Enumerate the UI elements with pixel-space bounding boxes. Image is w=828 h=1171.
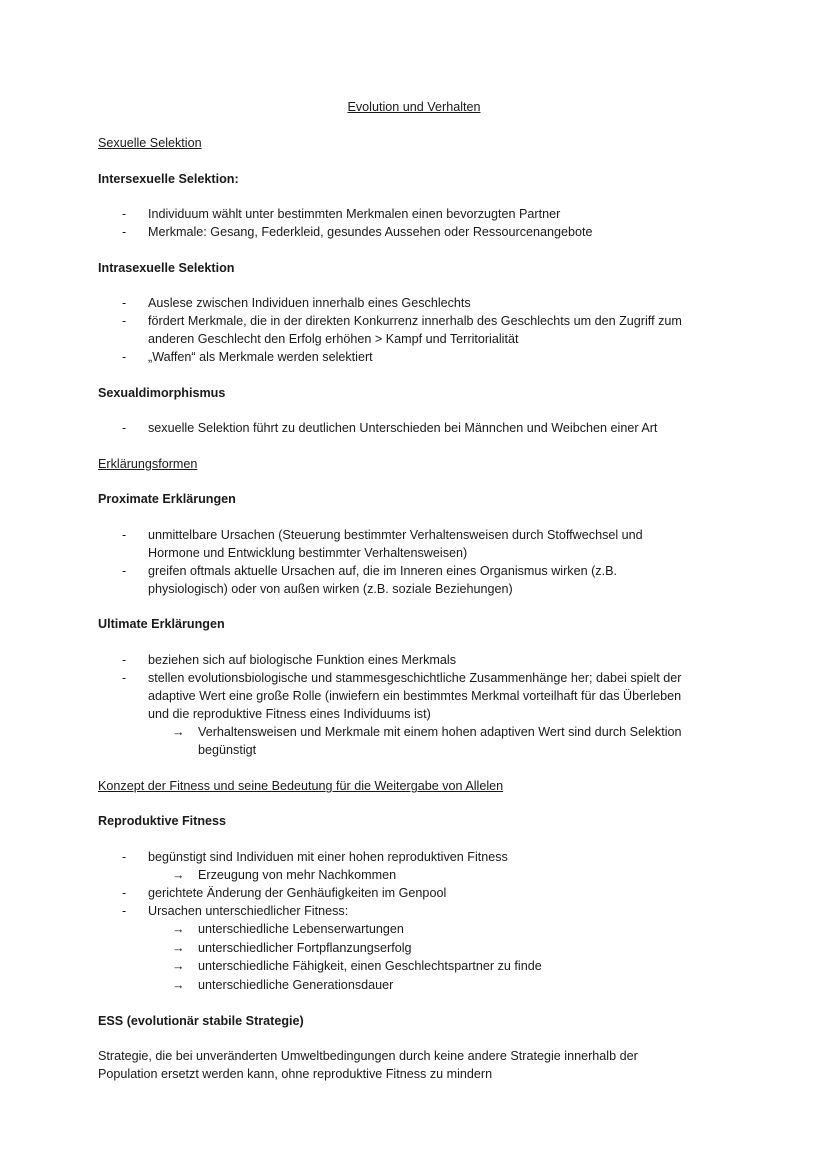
- subheading: Intrasexuelle Selektion: [98, 261, 235, 275]
- bullet-dash: -: [122, 528, 127, 542]
- section-heading: Sexuelle Selektion: [98, 136, 202, 150]
- list-item: beziehen sich auf biologische Funktion eines Merkmals: [148, 653, 457, 667]
- subheading: ESS (evolutionär stabile Strategie): [98, 1014, 304, 1028]
- arrow-icon: →: [172, 978, 185, 992]
- list-item: „Waffen“ als Merkmale werden selektiert: [148, 350, 373, 364]
- list-item-continuation: anderen Geschlecht den Erfolg erhöhen > Kampf und Territorialität: [148, 332, 519, 346]
- list-item: unmittelbare Ursachen (Steuerung bestimmter Verhaltensweisen durch Stoffwechsel und: [148, 528, 643, 542]
- list-item: Ursachen unterschiedlicher Fitness:: [148, 904, 349, 918]
- list-item: stellen evolutionsbiologische und stammesgeschichtliche Zusammenhänge her; dabei spielt der: [148, 671, 682, 685]
- bullet-dash: -: [122, 671, 127, 685]
- bullet-dash: -: [122, 350, 127, 364]
- list-item-continuation: adaptive Wert eine große Rolle (inwiefern ein bestimmtes Merkmal vorteilhaft für das Überleben: [148, 689, 682, 703]
- sub-list-item: unterschiedlicher Fortpflanzungserfolg: [198, 941, 412, 955]
- sub-list-item: Verhaltensweisen und Merkmale mit einem hohen adaptiven Wert sind durch Selektion: [198, 725, 682, 739]
- sub-list-item: unterschiedliche Generationsdauer: [198, 978, 394, 992]
- arrow-icon: →: [172, 725, 185, 739]
- list-item: Merkmale: Gesang, Federkleid, gesundes Aussehen oder Ressourcenangebote: [148, 225, 593, 239]
- arrow-icon: →: [172, 922, 185, 936]
- subheading: Intersexuelle Selektion:: [98, 172, 239, 186]
- paragraph-line: Strategie, die bei unveränderten Umweltbedingungen durch keine andere Strategie innerhalb der: [98, 1049, 638, 1063]
- section-heading: Erklärungsformen: [98, 457, 198, 471]
- list-item-continuation: und die reproduktive Fitness eines Individuums ist): [148, 707, 431, 721]
- list-item-continuation: Hormone und Entwicklung bestimmter Verhaltensweisen): [148, 546, 468, 560]
- subheading: Ultimate Erklärungen: [98, 617, 225, 631]
- page-title: Evolution und Verhalten: [347, 100, 481, 114]
- bullet-dash: -: [122, 564, 127, 578]
- sub-list-item: unterschiedliche Lebenserwartungen: [198, 922, 404, 936]
- bullet-dash: -: [122, 207, 127, 221]
- bullet-dash: -: [122, 296, 127, 310]
- sub-list-item: Erzeugung von mehr Nachkommen: [198, 868, 397, 882]
- list-item-continuation: physiologisch) oder von außen wirken (z.B. soziale Beziehungen): [148, 582, 513, 596]
- sub-list-item: unterschiedliche Fähigkeit, einen Geschlechtspartner zu finde: [198, 959, 542, 973]
- bullet-dash: -: [122, 421, 127, 435]
- arrow-icon: →: [172, 959, 185, 973]
- list-item: Auslese zwischen Individuen innerhalb eines Geschlechts: [148, 296, 471, 310]
- bullet-dash: -: [122, 653, 127, 667]
- list-item: Individuum wählt unter bestimmten Merkmalen einen bevorzugten Partner: [148, 207, 561, 221]
- subheading: Reproduktive Fitness: [98, 814, 227, 828]
- bullet-dash: -: [122, 225, 127, 239]
- sub-list-item-continuation: begünstigt: [198, 743, 257, 757]
- arrow-icon: →: [172, 941, 185, 955]
- bullet-dash: -: [122, 904, 127, 918]
- list-item: sexuelle Selektion führt zu deutlichen Unterschieden bei Männchen und Weibchen einer Art: [148, 421, 658, 435]
- subheading: Sexualdimorphismus: [98, 386, 226, 400]
- paragraph-line: Population ersetzt werden kann, ohne reproduktive Fitness zu mindern: [98, 1067, 493, 1081]
- bullet-dash: -: [122, 886, 127, 900]
- list-item: fördert Merkmale, die in der direkten Konkurrenz innerhalb des Geschlechts um den Zugriff zum: [148, 314, 682, 328]
- arrow-icon: →: [172, 868, 185, 882]
- subheading: Proximate Erklärungen: [98, 492, 236, 506]
- bullet-dash: -: [122, 850, 127, 864]
- section-heading: Konzept der Fitness und seine Bedeutung für die Weitergabe von Allelen: [98, 779, 504, 793]
- list-item: gerichtete Änderung der Genhäufigkeiten im Genpool: [148, 886, 447, 900]
- list-item: begünstigt sind Individuen mit einer hohen reproduktiven Fitness: [148, 850, 508, 864]
- list-item: greifen oftmals aktuelle Ursachen auf, die im Inneren eines Organismus wirken (z.B.: [148, 564, 617, 578]
- bullet-dash: -: [122, 314, 127, 328]
